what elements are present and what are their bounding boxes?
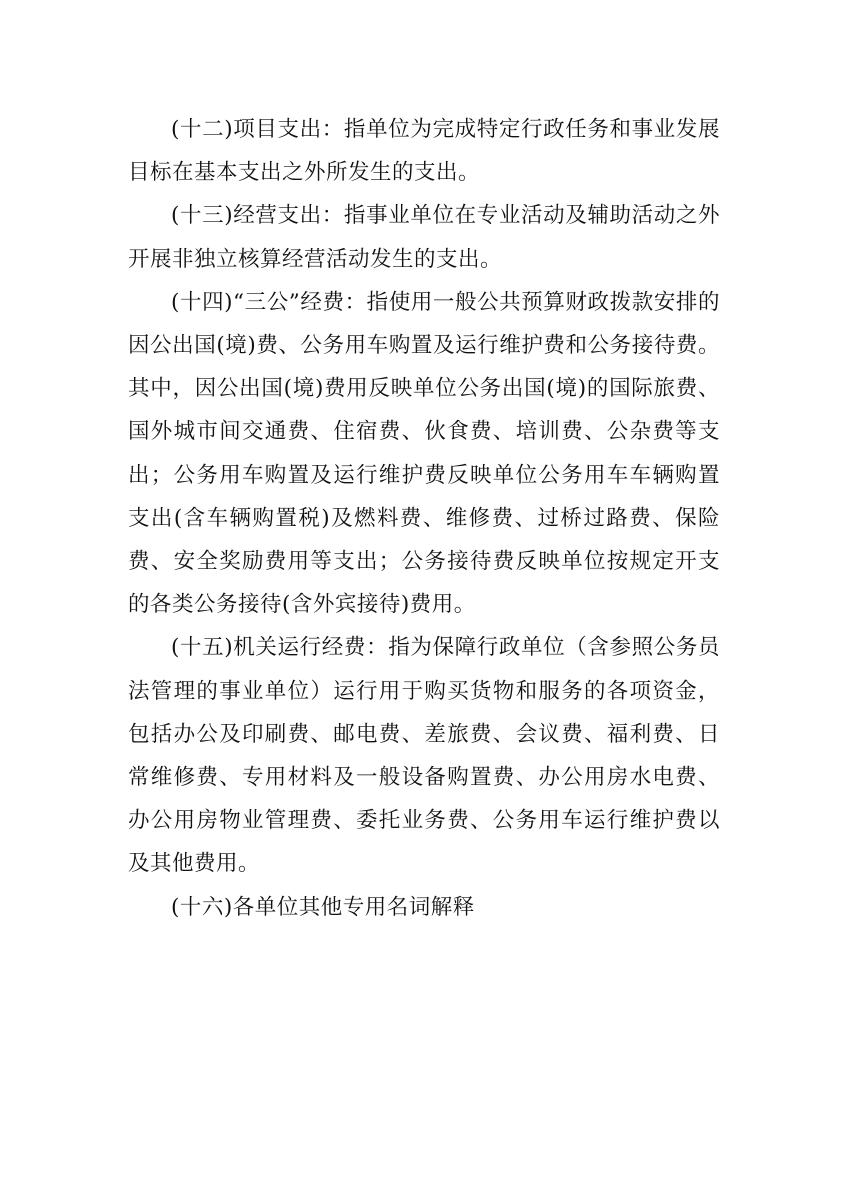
document-body: [128, 108, 720, 929]
paragraph-operating-expenditure: (十三)经营支出：指事业单位在专业活动及辅助活动之外开展非独立核算经营活动发生的支出。: [128, 203, 720, 272]
paragraph-project-expenditure: (十二)项目支出：指单位为完成特定行政任务和事业发展目标在基本支出之外所发生的支出。: [128, 117, 720, 186]
paragraph-three-public-expenses: (十四)“三公”经费：指使用一般公共预算财政拨款安排的因公出国(境)费、公务用车购置及运行维护费和公务接待费。其中，因公出国(境)费用反映单位公务出国(境)的国际旅费、国外城市间交通费、住宿费、伙食费、培训费、公杂费等支出；公务用车购置及运行维护费反映单位公务用车车辆购置支出(含车辆购置税)及燃料费、维修费、过桥过路费、保险费、安全奖励费用等支出；公务接待费反映单位按规定开支的各类公务接待(含外宾接待)费用。: [128, 289, 720, 618]
paragraph-agency-operating-funds: (十五)机关运行经费：指为保障行政单位（含参照公务员法管理的事业单位）运行用于购买货物和服务的各项资金，包括办公及印刷费、邮电费、差旅费、会议费、福利费、日常维修费、专用材料及一般设备购置费、办公用房水电费、办公用房物业管理费、委托业务费、公务用车运行维护费以及其他费用。: [128, 635, 720, 877]
paragraph-other-terms: (十六)各单位其他专用名词解释: [171, 894, 475, 920]
